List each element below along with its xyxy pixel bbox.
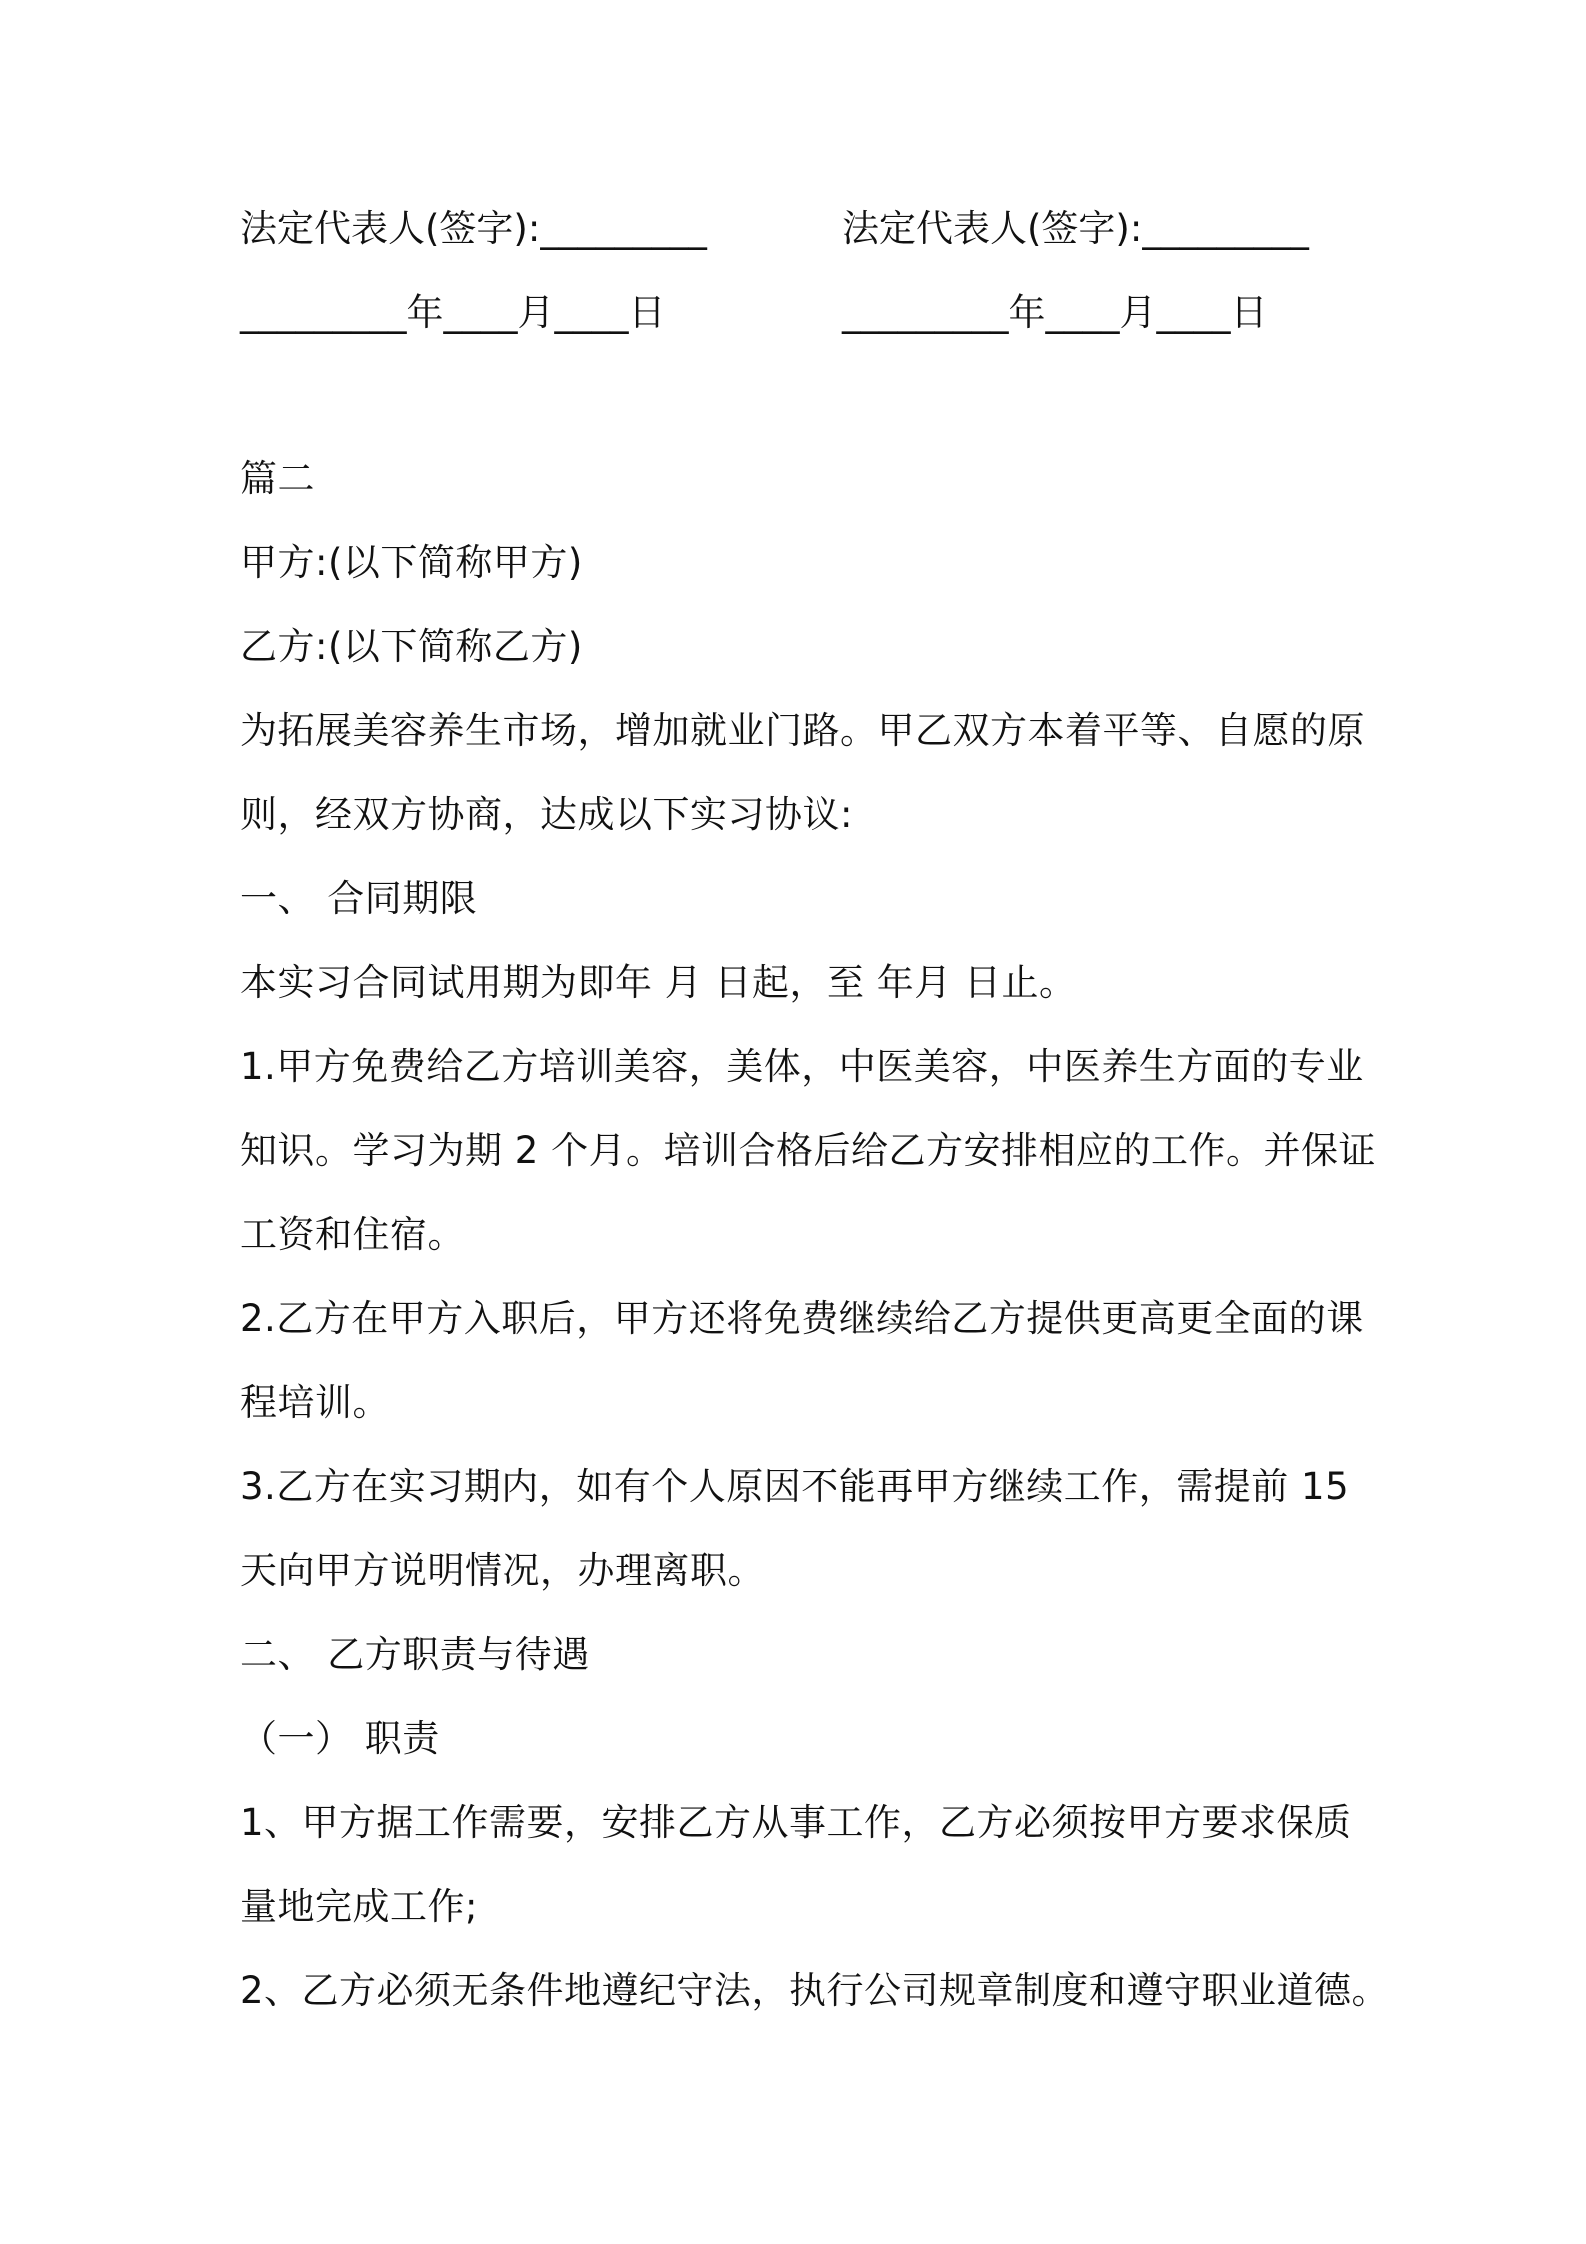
paragraph-line: 3.乙方在实习期内，如有个人原因不能再甲方继续工作，需提前 15 [240, 1465, 1350, 1508]
paragraph-line: 则，经双方协商，达成以下实习协议: [240, 793, 853, 836]
paragraph-line: 2、乙方必须无条件地遵纪守法，执行公司规章制度和遵守职业道德。 [240, 1969, 1390, 2012]
paragraph-line: 为拓展美容养生市场，增加就业门路。甲乙双方本着平等、自愿的原 [240, 709, 1365, 752]
paragraph-line: 程培训。 [240, 1381, 390, 1424]
party-a-sign-date: _________年____月____日 [240, 291, 666, 334]
signature-date-row [240, 288, 1380, 338]
section-title: 篇二 [240, 457, 315, 500]
paragraph-line: 1、甲方据工作需要，安排乙方从事工作，乙方必须按甲方要求保质 [240, 1801, 1352, 1844]
signature-rep-row [240, 204, 1380, 254]
paragraph-line: 本实习合同试用期为即年 月 日起，至 年月 日止。 [240, 961, 1077, 1004]
paragraph-line: 知识。学习为期 2 个月。培训合格后给乙方安排相应的工作。并保证 [240, 1129, 1377, 1172]
paragraph-line: 天向甲方说明情况，办理离职。 [240, 1549, 765, 1592]
paragraph-line: 量地完成工作; [240, 1885, 478, 1928]
party-b-rep-signature: 法定代表人(签字):_________ [842, 207, 1309, 250]
party-b-line: 乙方:(以下简称乙方) [240, 625, 583, 668]
heading-duties-benefits: 二、 乙方职责与待遇 [240, 1633, 590, 1676]
subheading-duties: （一） 职责 [240, 1717, 440, 1760]
paragraph-line: 1.甲方免费给乙方培训美容，美体，中医美容，中医养生方面的专业 [240, 1045, 1364, 1088]
party-a-rep-signature: 法定代表人(签字):_________ [240, 207, 707, 250]
party-b-sign-date: _________年____月____日 [842, 291, 1268, 334]
paragraph-line: 2.乙方在甲方入职后，甲方还将免费继续给乙方提供更高更全面的课 [240, 1297, 1364, 1340]
paragraph-line: 工资和住宿。 [240, 1213, 465, 1256]
heading-contract-term: 一、 合同期限 [240, 877, 478, 920]
party-a-line: 甲方:(以下简称甲方) [240, 541, 583, 584]
